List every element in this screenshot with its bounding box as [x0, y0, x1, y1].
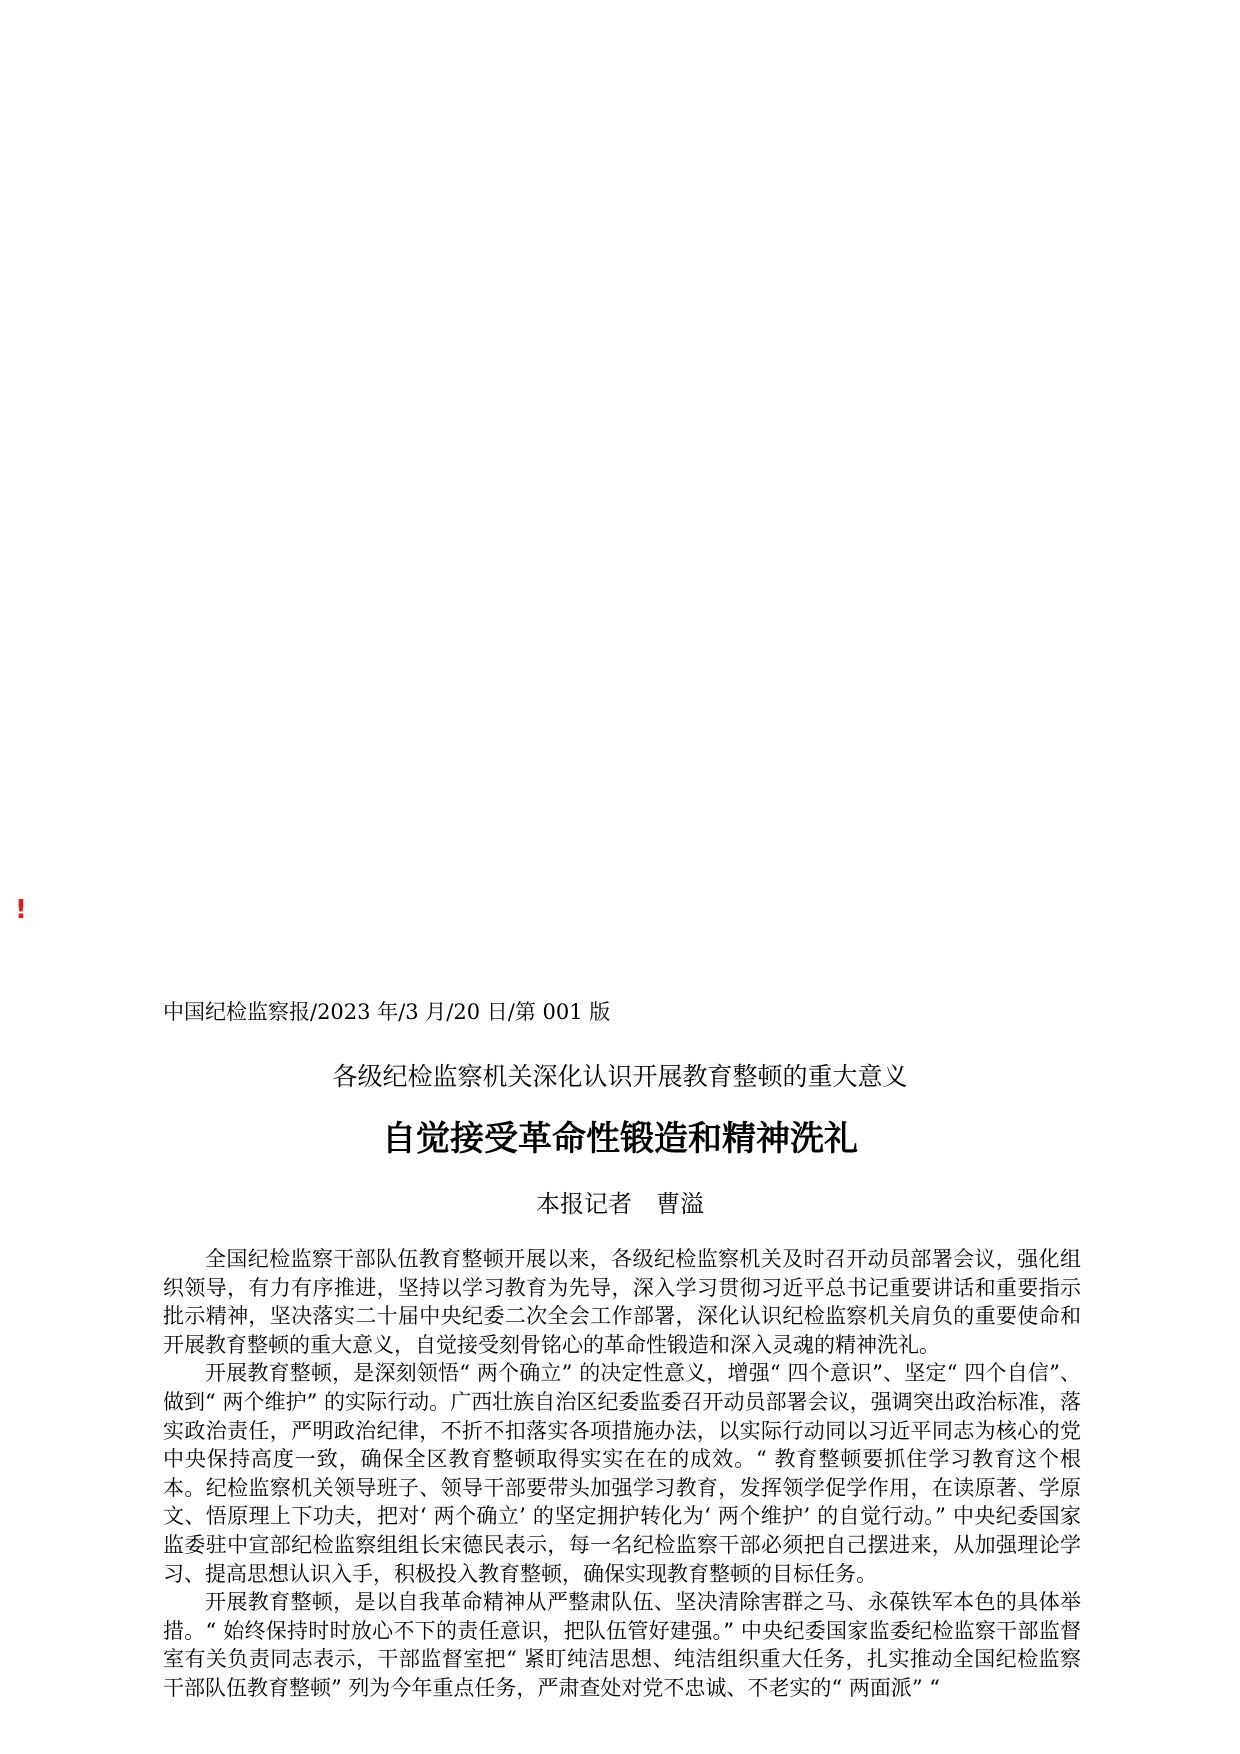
paragraph-2: 开展教育整顿，是深刻领悟“ 两个确立” 的决定性意义，增强“ 四个意识”、坚定“ 四个自信”、做到“ 两个维护” 的实际行动。广西壮族自治区纪委监委召开动员部署会议，强调突出政治标准，落实政治责任，严明政治纪律，不折不扣落实各项措施办法，以实际行动同以习近平同志为核心的党中央保持高度一致，确保全区教育整顿取得实实在在的成效。“ 教育整顿要抓住学习教育这个根本。纪检监察机关领导班子、领导干部要带头加强学习教育，发挥领学促学作用，在读原著、学原文、悟原理上下功夫，把对‘ 两个确立’ 的坚定拥护转化为‘ 两个维护’ 的自觉行动。” 中央纪委国家监委驻中宣部纪检监察组组长宋德民表示，每一名纪检监察干部必须把自己摆进来，从加强理论学习、提高思想认识入手，积极投入教育整顿，确保实现教育整顿的目标任务。	[163, 1361, 1081, 1586]
byline: 本报记者 曹溢	[536, 1190, 704, 1218]
article-title: 自觉接受革命性锻造和精神洗礼	[382, 1119, 858, 1159]
paragraph-3: 开展教育整顿，是以自我革命精神从严整肃队伍、坚决清除害群之马、永葆铁军本色的具体举措。“ 始终保持时时放心不下的责任意识，把队伍管好建强。” 中央纪委国家监委纪检监察干部监督室有关负责同志表示，干部监督室把“ 紧盯纯洁思想、纯洁组织重大任务，扎实推动全国纪检监察干部队伍教育整顿” 列为今年重点任务，严肃查处对党不忠诚、不老实的“ 两面派” “	[163, 1590, 1081, 1700]
source-line: 中国纪检监察报/2023 年/3 月/20 日/第 001 版	[163, 1000, 611, 1024]
red-exclamation-mark: !	[15, 895, 27, 925]
paragraph-1: 全国纪检监察干部队伍教育整顿开展以来，各级纪检监察机关及时召开动员部署会议，强化组织领导，有力有序推进，坚持以学习教育为先导，深入学习贯彻习近平总书记重要讲话和重要指示批示精神，坚决落实二十届中央纪委二次全会工作部署，深化认识纪检监察机关肩负的重要使命和开展教育整顿的重大意义，自觉接受刻骨铭心的革命性锻造和深入灵魂的精神洗礼。	[163, 1247, 1081, 1357]
article-subtitle: 各级纪检监察机关深化认识开展教育整顿的重大意义	[332, 1062, 908, 1091]
article-body	[163, 1245, 1081, 1703]
